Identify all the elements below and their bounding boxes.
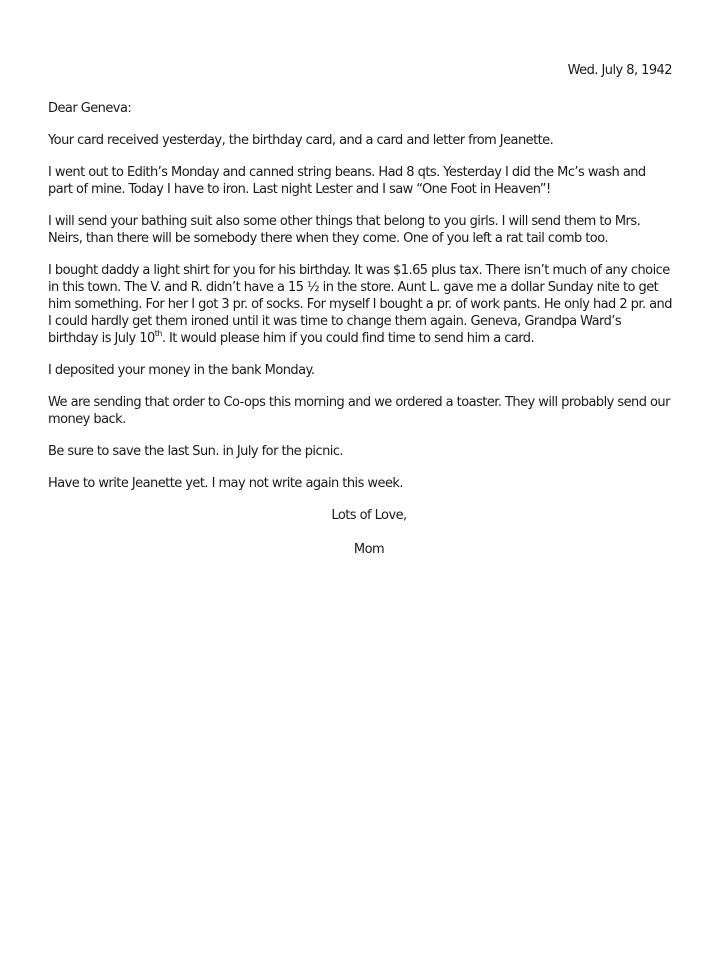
ordinal-suffix: th (154, 328, 162, 338)
paragraph-8: Have to write Jeanette yet. I may not write again this week. (48, 476, 403, 491)
paragraph-6: We are sending that order to Co-ops this morning and we ordered a toaster. They will probably send our money back. (48, 395, 670, 427)
letter-date: Wed. July 8, 1942 (567, 63, 672, 78)
signature: Mom (353, 542, 385, 557)
paragraph-4-text-a: I bought daddy a light shirt for you for his birthday. It was $1.65 plus tax. There isn’t much of any choice in this town. The V. and R. didn’t have a 15 ½ in the store. Aunt L. gave me a dollar Sunday nite to get him something. For her I got 3 pr. of socks. For myself I bought a pr. of work pants. He only had 2 pr. and I could hardly get them ironed until it was time to change them again. Geneva, Grandpa Ward’s birthday is July 10 (48, 263, 672, 346)
paragraph-4 (48, 262, 672, 347)
paragraph-7: Be sure to save the last Sun. in July for the picnic. (48, 444, 344, 459)
paragraph-3: I will send your bathing suit also some other things that belong to you girls. I will send them to Mrs. Neirs, than there will be somebody there when they come. One of you left a rat tail comb too. (48, 214, 641, 246)
salutation: Dear Geneva: (48, 101, 132, 116)
paragraph-4-text-b: . It would please him if you could find time to send him a card. (161, 331, 535, 346)
paragraph-2: I went out to Edith’s Monday and canned string beans. Had 8 qts. Yesterday I did the Mc’s wash and part of mine. Today I have to iron. Last night Lester and I saw “One Foot in Heaven”! (48, 165, 646, 197)
closing: Lots of Love, (331, 508, 407, 523)
paragraph-1: Your card received yesterday, the birthday card, and a card and letter from Jeanette. (48, 133, 554, 148)
paragraph-5: I deposited your money in the bank Monday. (48, 363, 315, 378)
